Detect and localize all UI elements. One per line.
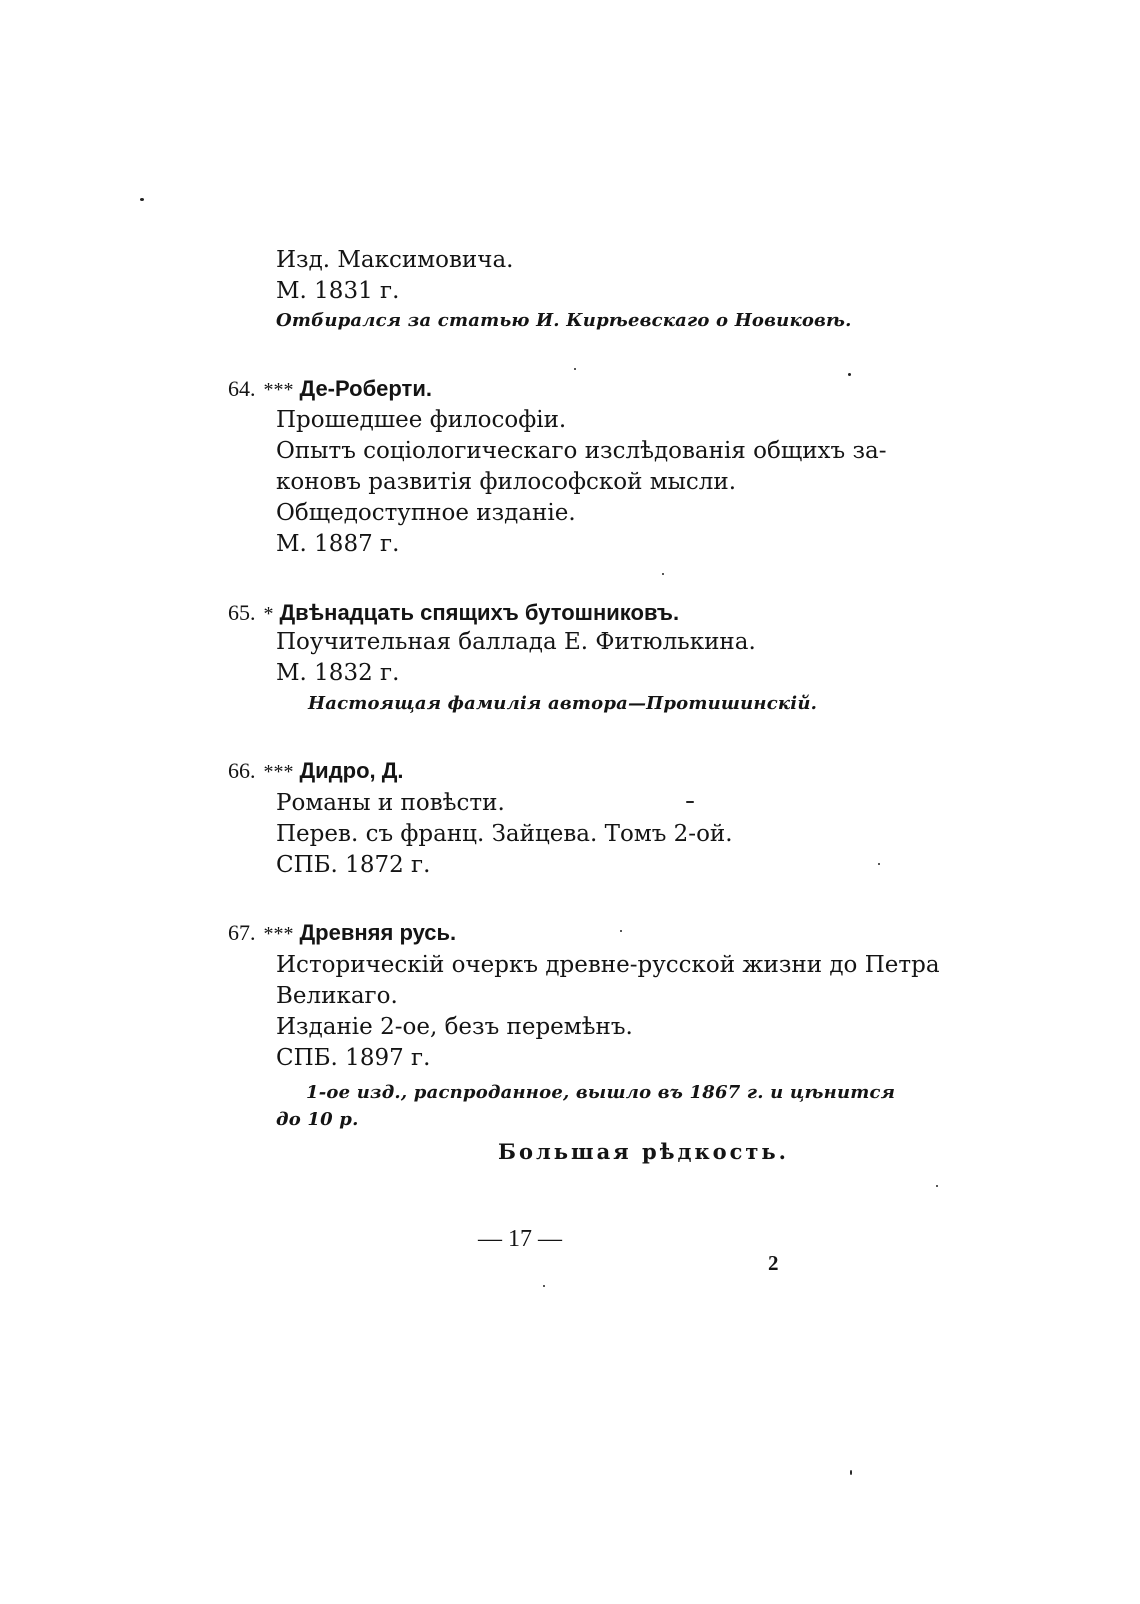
entry-67-note-line: до 10 р. <box>276 1109 359 1130</box>
entry-63-note: Отбирался за статью И. Кирѣевскаго о Новиковѣ. <box>276 310 852 331</box>
entry-number: 65. <box>228 600 256 625</box>
scan-speck <box>848 373 851 376</box>
entry-67-heading <box>228 918 456 949</box>
entry-66-line: Романы и повѣсти. <box>276 790 505 816</box>
entry-stars: *** <box>263 761 294 783</box>
entry-67-line: Историческій очеркъ древне-русской жизни до Петра <box>276 952 940 978</box>
scan-speck <box>574 368 576 370</box>
entry-63-imprint: М. 1831 г. <box>276 278 400 304</box>
entry-67-note-line: 1-ое изд., распроданное, вышло въ 1867 г. и цѣнится <box>306 1082 896 1103</box>
entry-65-line: Поучительная баллада Е. Фитюлькина. <box>276 629 756 655</box>
entry-64-line: М. 1887 г. <box>276 531 400 557</box>
scan-speck <box>878 863 880 865</box>
rarity-remark: Большая рѣдкость. <box>498 1139 789 1164</box>
entry-64-line: Опытъ соціологическаго изслѣдованія общихъ за- <box>276 438 887 464</box>
entry-title: Двѣнадцать спящихъ бутошниковъ. <box>279 600 680 625</box>
entry-65-note: Настоящая фамилія автора—Протишинскій. <box>308 693 818 714</box>
entry-64-line: Прошедшее философіи. <box>276 407 567 433</box>
page-number: — 17 — <box>478 1226 562 1252</box>
entry-title: Древняя русь. <box>299 920 457 945</box>
entry-64-line: Общедоступное изданіе. <box>276 500 576 526</box>
entry-64-line: коновъ развитія философской мысли. <box>276 469 737 495</box>
entry-65-heading <box>228 598 679 629</box>
entry-number: 67. <box>228 920 256 945</box>
entry-66-line: СПБ. 1872 г. <box>276 852 431 878</box>
entry-number: 66. <box>228 758 256 783</box>
entry-64-heading <box>228 374 432 405</box>
entry-stars: *** <box>263 379 294 401</box>
entry-63-publisher: Изд. Максимовича. <box>276 247 514 273</box>
entry-number: 64. <box>228 376 256 401</box>
entry-stars: *** <box>263 923 294 945</box>
scan-speck <box>620 930 622 932</box>
entry-65-line: М. 1832 г. <box>276 660 400 686</box>
entry-66-line: Перев. съ франц. Зайцева. Томъ 2-ой. <box>276 821 733 847</box>
entry-stars: * <box>263 603 274 625</box>
scan-speck <box>543 1285 545 1287</box>
entry-title: Де-Роберти. <box>299 376 432 401</box>
scan-speck <box>140 198 144 201</box>
entry-67-line: СПБ. 1897 г. <box>276 1045 431 1071</box>
scan-speck <box>662 573 664 575</box>
entry-66-heading <box>228 756 404 787</box>
entry-67-line: Изданіе 2-ое, безъ перемѣнъ. <box>276 1014 633 1040</box>
signature-mark: 2 <box>768 1251 779 1275</box>
scan-speck <box>936 1185 938 1187</box>
entry-67-line: Великаго. <box>276 983 398 1009</box>
entry-title: Дидро, Д. <box>299 758 404 783</box>
scan-speck <box>850 1470 852 1475</box>
scan-speck <box>686 801 694 803</box>
